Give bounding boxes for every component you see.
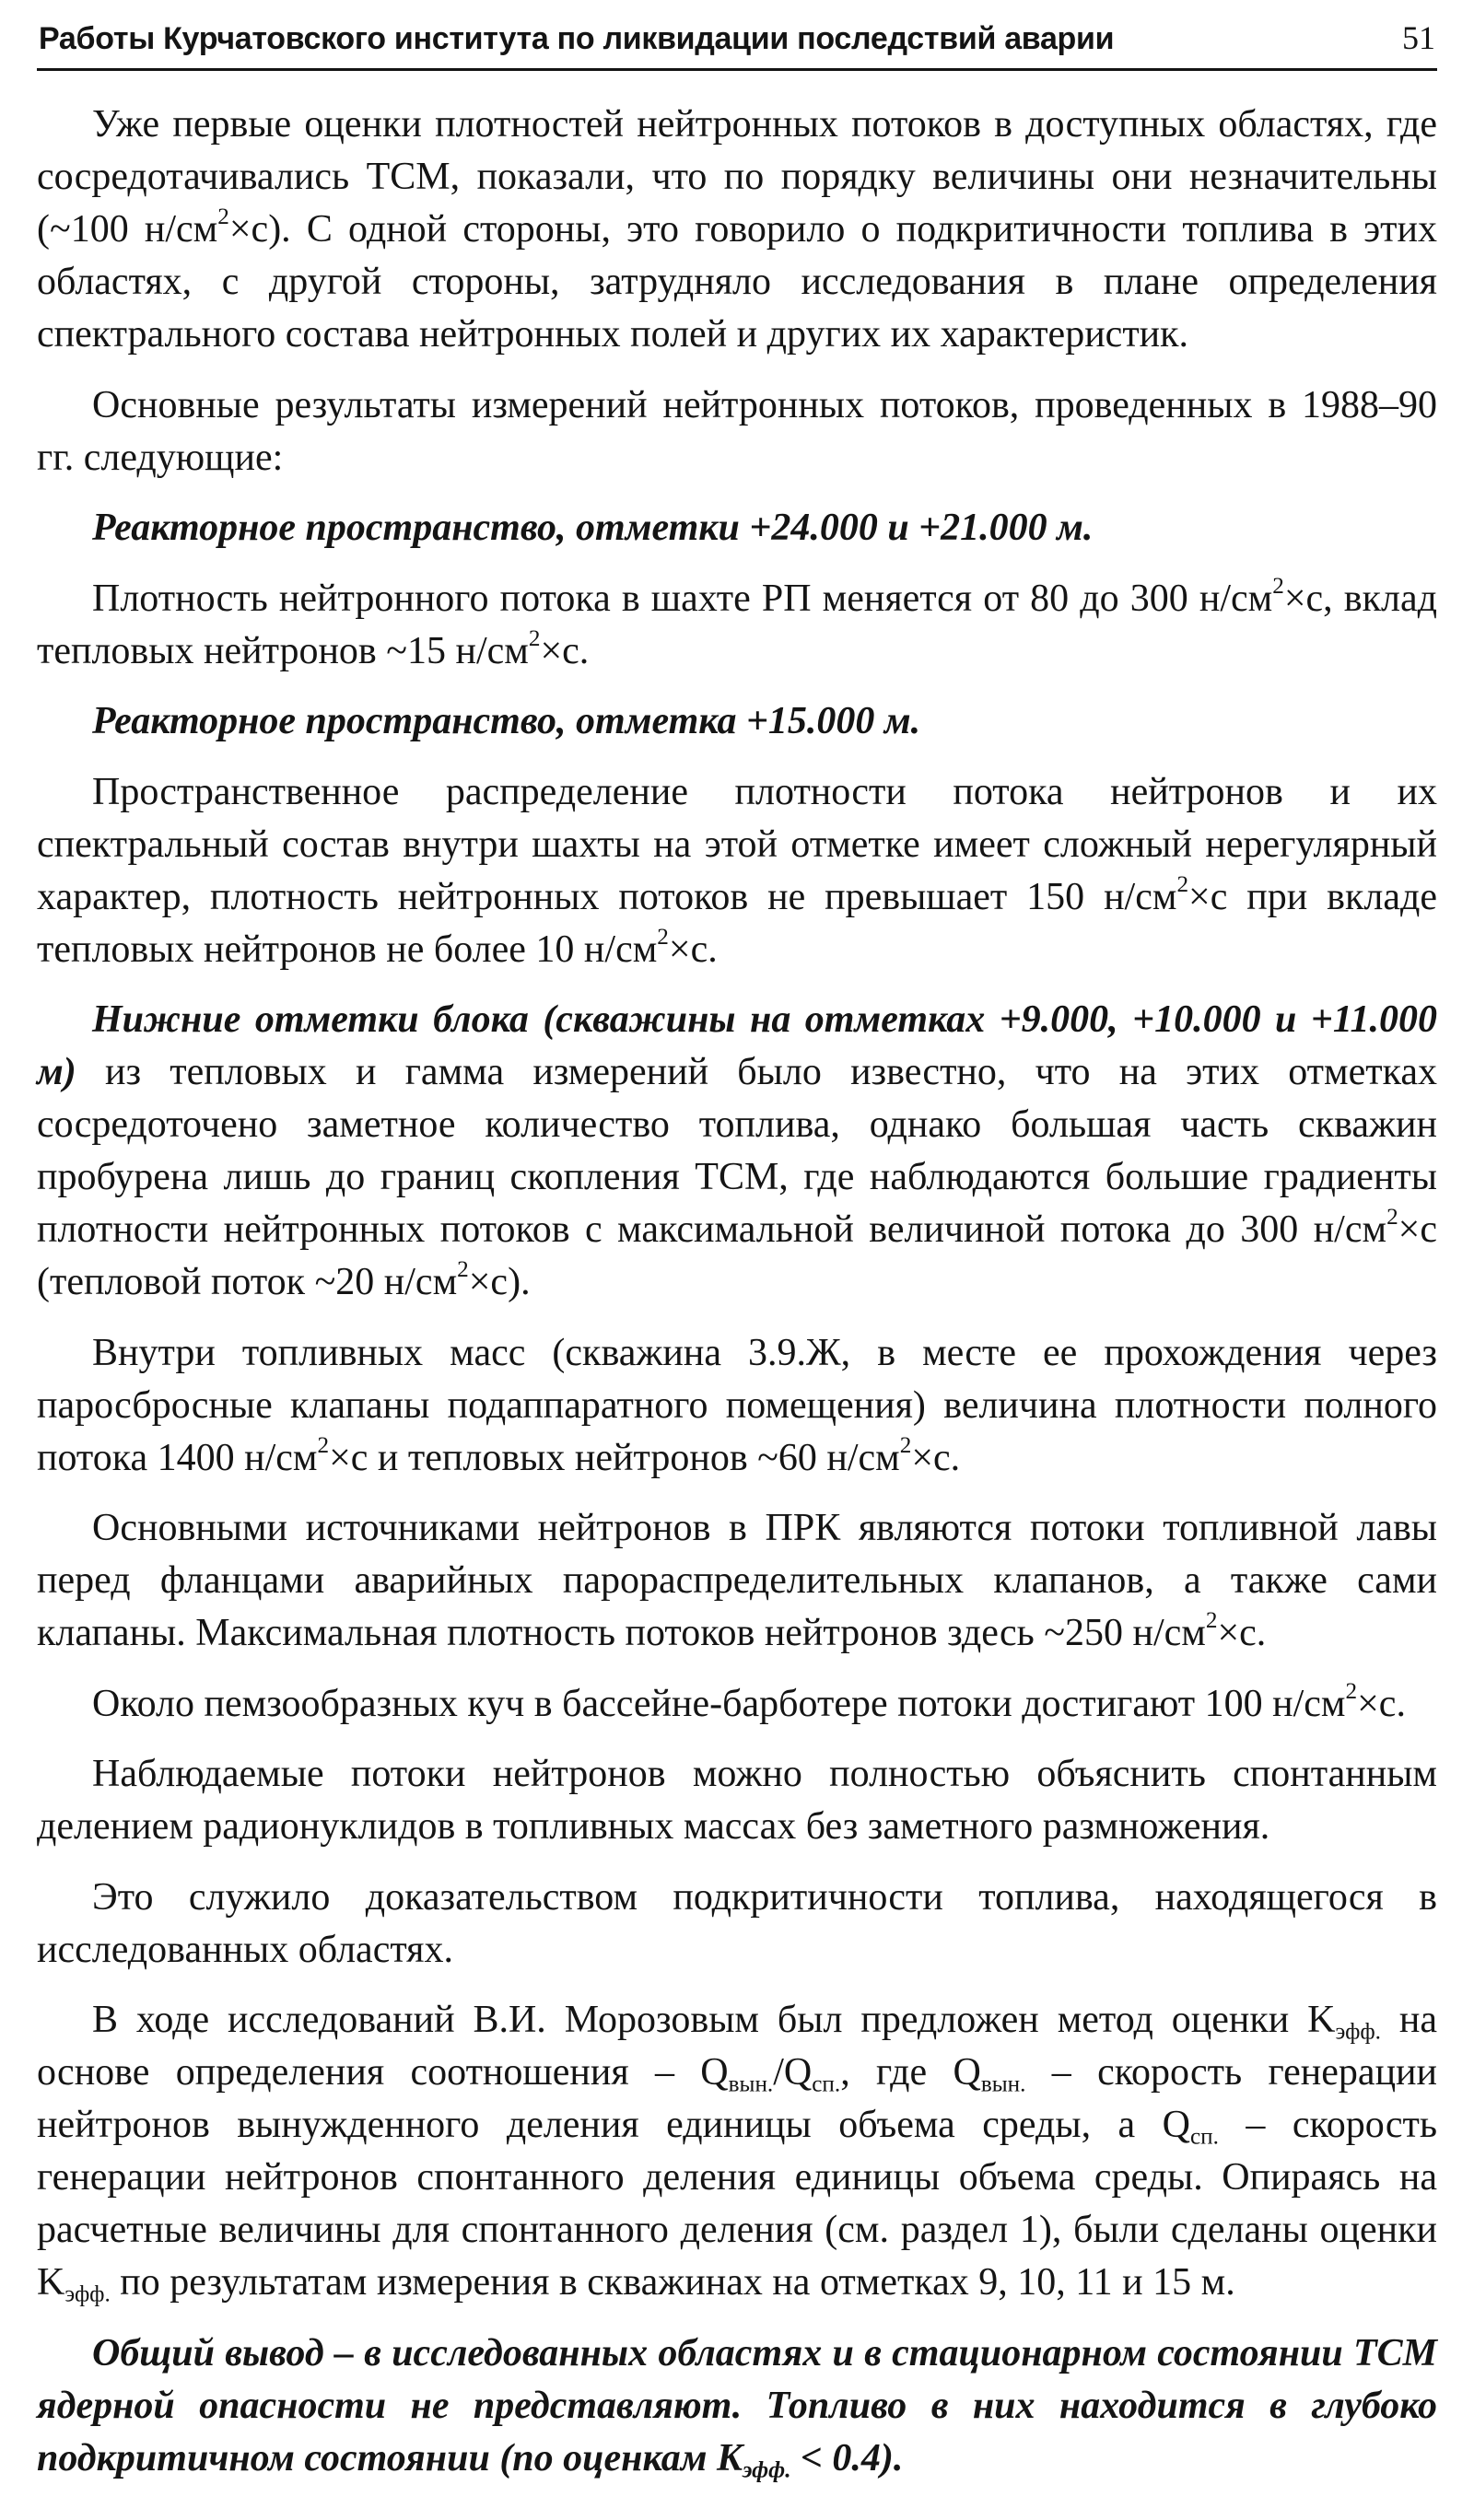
paragraph-reactor-shaft-flux: Плотность нейтронного потока в шахте РП меняется от 80 до 300 $н/см^2\times с$, вклад тепловых нейтронов ~15 $н/см^2\times с$. <box>37 573 1437 672</box>
paragraph-main-results: Основные результаты измерений нейтронных потоков, проведенных в 1988–90 гг. следующие: <box>37 383 1437 479</box>
paragraph-general-conclusion: Общий вывод – в исследованных областях и в стационарном состоянии ТСМ ядерной опасности не представляют. Топливо в них находится в глубоко подкритичном состоянии (по оценкам $K_{эфф.} < 0.4$). <box>37 2331 1437 2483</box>
paragraph-spontaneous-fission: Наблюдаемые потоки нейтронов можно полностью объяснить спонтанным делением радионуклидов в топливных массах без заметного размножения. <box>37 1753 1437 1848</box>
paragraph-fuel-masses: Внутри топливных масс (скважина 3.9.Ж, в месте ее прохождения через паросбросные клапаны подаппаратного помещения) величина плотности полного потока 1400 $н/см^2\times с$ и тепловых нейтронов ~60 $н/см^2\times с$. <box>37 1331 1437 1479</box>
paragraph-neutron-sources: Основными источниками нейтронов в ПРК являются потоки топливной лавы перед фланцами аварийных парораспределительных клапанов, а также сами клапаны. Максимальная плотность потоков нейтронов здесь ~250 $н/см^2\times с$. <box>37 1507 1437 1654</box>
lower-levels-emphasis: Нижние отметки блока (скважины на отметках +9.000, +10.000 и +11.000 м) <box>37 998 1437 1093</box>
paragraph-pumice-piles: Около пемзообразных куч в бассейне-барботере потоки достигают 100 $н/см^2\times с$. <box>92 1678 1406 1725</box>
running-header <box>37 18 1437 71</box>
running-header-title: Работы Курчатовского института по ликвидации последствий аварии <box>39 21 1115 56</box>
heading-reactor-space-24-21: Реакторное пространство, отметки +24.000 и +21.000 м. <box>92 507 1094 549</box>
paragraph-lower-levels: Нижние отметки блока (скважины на отметках +9.000, +10.000 и +11.000 м) из тепловых и гамма измерений было известно, что на этих отметках сосредоточено заметное количество топлива, однако большая часть скважин пробурена лишь до границ скопления ТСМ, где наблюдаются большие градиенты плотности нейтронных потоков с максимальной величиной потока до 300 $н/см^2\times с$ (тепловой поток ~20 $н/см^2\times с$). <box>37 998 1437 1303</box>
page-number: 51 <box>1402 19 1435 56</box>
paragraph-early-estimates: Уже первые оценки плотностей нейтронных потоков в доступных областях, где сосредотачивались ТСМ, показали, что по порядку величины они незначительны (~100 $н/см^2\times с$). С одной стороны, это говорило о подкритичности топлива в этих областях, с другой стороны, затрудняло исследования в плане определения спектрального состава нейтронных полей и других их характеристик. <box>37 103 1438 356</box>
paragraph-spatial-distribution: Пространственное распределение плотности потока нейтронов и их спектральный состав внутри шахты на этой отметке имеет сложный нерегулярный характер, плотность нейтронных потоков не превышает 150 $н/см^2\times с$ при вкладе тепловых нейтронов не более 10 $н/см^2\times с$. <box>37 770 1437 971</box>
paragraph-subcriticality-proof: Это служило доказательством подкритичности топлива, находящегося в исследованных областях. <box>37 1875 1437 1971</box>
paragraph-keff-method: В ходе исследований В.И. Морозовым был предложен метод оценки $K_{эфф.}$ на основе определения соотношения – $Q_{вын.}/Q_{сп.}$, где $Q_{вын.}$ – скорость генерации нейтронов вынужденного деления единицы объема среды, а $Q_{сп.}$ – скорость генерации нейтронов спонтанного деления единицы объема среды. Опираясь на расчетные величины для спонтанного деления (см. раздел 1), были сделаны оценки $K_{эфф.}$ по результатам измерения в скважинах на отметках 9, 10, 11 и 15 м. <box>37 1999 1437 2307</box>
heading-reactor-space-15: Реакторное пространство, отметка +15.000 м. <box>92 700 921 742</box>
body-text <box>37 99 1437 2485</box>
